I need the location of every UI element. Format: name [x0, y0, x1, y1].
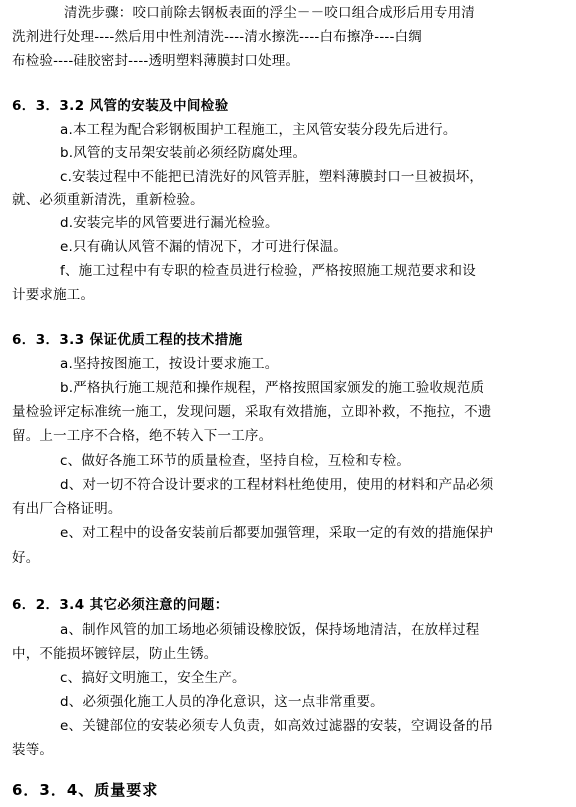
item-b-line-3: 留。上一工序不合格，绝不转入下一工序。	[12, 428, 273, 444]
item-e: e.只有确认风管不漏的情况下，才可进行保温。	[60, 239, 347, 255]
item-b-line-2: 量检验评定标准统一施工，发现问题，采取有效措施，立即补救，不拖拉，不遗	[12, 404, 492, 420]
item-b: b.风管的支吊架安装前必须经防腐处理。	[60, 145, 307, 161]
section-heading-duct-installation: 6．3．3.2 风管的安装及中间检验	[12, 98, 229, 114]
item-a: a.本工程为配合彩钢板围护工程施工，主风管安装分段先后进行。	[60, 122, 457, 138]
item-f-line-1: f、施工过程中有专职的检查员进行检验，严格按照施工规范要求和设	[60, 263, 476, 279]
item-a-line-2: 中，不能损坏镀锌层，防止生锈。	[12, 646, 218, 662]
section-heading-quality-requirements: 6．3．4、质量要求	[12, 781, 159, 799]
item-e-line-1: e、关键部位的安装必须专人负责，如高效过滤器的安装，空调设备的吊	[60, 718, 494, 734]
item-d-line-1: d、对一切不符合设计要求的工程材料杜绝使用，使用的材料和产品必须	[60, 477, 494, 493]
item-e-line-2: 好。	[12, 550, 40, 566]
item-c-line-2: 就、必须重新清洗，重新检验。	[12, 192, 204, 208]
intro-line-3: 布检验----硅胶密封----透明塑料薄膜封口处理。	[12, 53, 300, 69]
item-e-line-2: 装等。	[12, 742, 54, 758]
item-c-line-1: c.安装过程中不能把已清洗好的风管弄脏，塑料薄膜封口一旦被损坏，	[60, 169, 484, 185]
item-d-line-2: 有出厂合格证明。	[12, 501, 122, 517]
item-d: d、必须强化施工人员的净化意识，这一点非常重要。	[60, 694, 384, 710]
item-a-line-1: a、制作风管的加工场地必须铺设橡胶饭，保持场地清洁，在放样过程	[60, 622, 480, 638]
item-e-line-1: e、对工程中的设备安装前后都要加强管理，采取一定的有效的措施保护	[60, 525, 494, 541]
item-c: c、搞好文明施工，安全生产。	[60, 670, 246, 686]
section-heading-quality-measures: 6．3．3.3 保证优质工程的技术措施	[12, 332, 243, 348]
item-b-line-1: b.严格执行施工规范和操作规程，严格按照国家颁发的施工验收规范质	[60, 380, 485, 396]
intro-line-1: 清洗步骤：咬口前除去钢板表面的浮尘－－咬口组合成形后用专用清	[64, 5, 475, 21]
intro-line-2: 洗剂进行处理----然后用中性剂清洗----清水擦洗----白布擦净----白绸	[12, 29, 422, 45]
item-f-line-2: 计要求施工。	[12, 287, 95, 303]
item-a: a.坚持按图施工，按设计要求施工。	[60, 356, 279, 372]
item-d: d.安装完毕的风管要进行漏光检验。	[60, 215, 279, 231]
section-heading-other-notes: 6．2．3.4 其它必须注意的问题：	[12, 597, 229, 613]
item-c: c、做好各施工环节的质量检查，坚持自检，互检和专检。	[60, 453, 411, 469]
